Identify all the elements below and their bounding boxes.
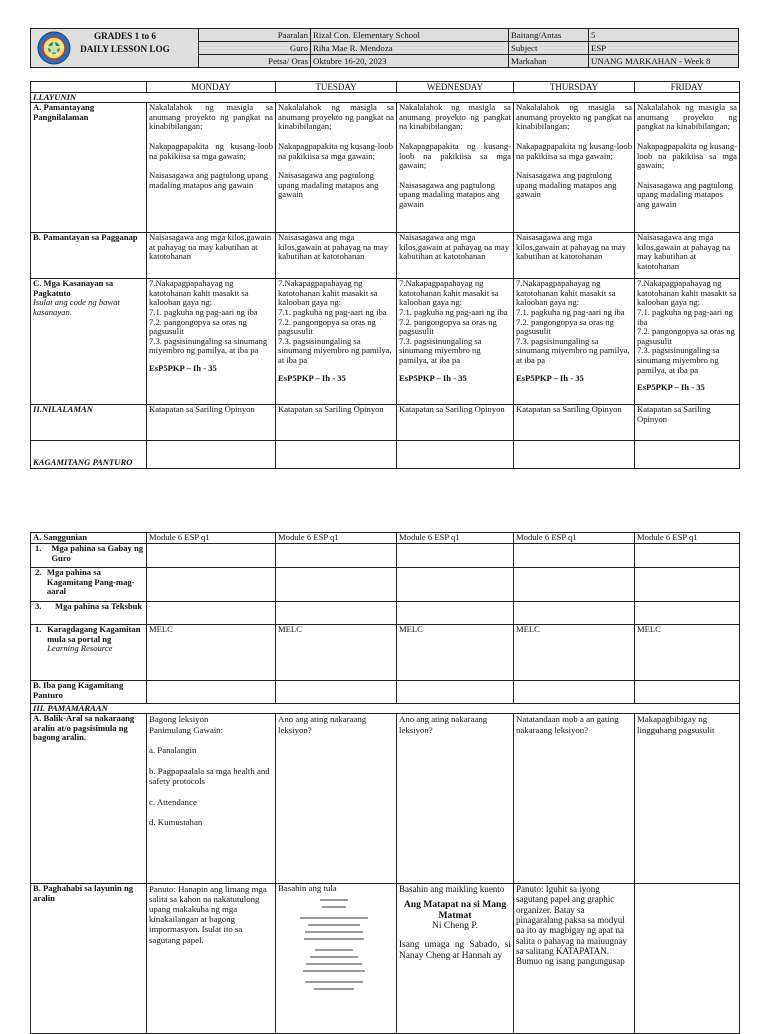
paghahabi-monday: Panuto: Hanapin ang limang mga salita sa kahon na nakatutulong upang makakuha ng mga kinakailangan at bagong impormasyon. Isulat ito sa sagutang papel. <box>147 884 276 1034</box>
c-fri-1: 7.1. pagkuha ng pag-aari ng iba <box>637 306 733 327</box>
a-tue-p2: Nakapagpapakita ng kusang-loob na pakikiisa sa mga gawain; <box>278 140 394 161</box>
c-thu-lead: 7.Nakapagpapahayag ng katotohanan kahit masakit sa kalooban gaya ng: <box>516 278 616 308</box>
cell-b-wednesday: Naisasagawa ang mga kilos,gawain at pahayag na may kabutihan at katotohanan <box>397 233 514 279</box>
a-fri-p2: Nakapagpapakita ng kusang-loob na pakikiisa sa mga gawain; <box>637 140 737 171</box>
row-label-teksbuk <box>31 602 147 625</box>
cell-c-tuesday <box>276 279 397 405</box>
sanggunian-monday: Module 6 ESP q1 <box>147 533 276 544</box>
r1-num: 1. <box>35 543 42 553</box>
cell-b-thursday: Naisasagawa ang mga kilos,gawain at pahayag na may kabutihan at katotohanan <box>514 233 635 279</box>
r4-italic: Learning Resource <box>47 643 113 654</box>
c-fri-lead: 7.Nakapagpapahayag ng katotohanan kahit masakit sa kalooban gaya ng: <box>637 278 737 308</box>
a-wed-p2: Nakapagpapakita ng kusang-loob na pakikiisa sa mga gawain; <box>399 140 511 171</box>
row-label-pamantayang-pangnilalaman: A. Pamantayang Pangnilalaman <box>31 103 147 233</box>
day-wednesday: WEDNESDAY <box>397 82 514 93</box>
balik-aral-wednesday: Ano ang ating nakaraang leksiyon? <box>397 714 514 884</box>
paghahabi-tuesday <box>276 884 397 1034</box>
objectives-table <box>30 81 740 469</box>
grades-label: GRADES 1 to 6 <box>93 31 157 41</box>
paghahabi-tue-text: Basahin ang tula <box>278 883 337 893</box>
subject-value: ESP <box>589 42 739 55</box>
day-tuesday: TUESDAY <box>276 82 397 93</box>
cell-c-wednesday <box>397 279 514 405</box>
quarter-label: Markahan <box>509 55 589 68</box>
quarter-value: UNANG MARKAHAN - Week 8 <box>589 55 739 68</box>
kagamitang-ma-monday <box>147 568 276 602</box>
row-label-kagamitang-panturo: KAGAMITANG PANTURO <box>31 441 147 469</box>
kagamitang-ma-friday <box>635 568 740 602</box>
day-header-row <box>31 82 740 93</box>
a-wed-p3: Naisasagawa ang pagtulong upang madaling matapos ang gawain <box>399 179 500 209</box>
paghahabi-wednesday <box>397 884 514 1034</box>
sanggunian-tuesday: Module 6 ESP q1 <box>276 533 397 544</box>
balik-aral-thursday: Natatandaan mob a an gating nakaraang leksiyon? <box>514 714 635 884</box>
teksbuk-monday <box>147 602 276 625</box>
story-body: Isang umaga ng Sabado, si Nanay Cheng at Hannah ay <box>399 939 511 961</box>
row-label-nilalaman: II.NILALAMAN <box>31 405 147 441</box>
karagdagang-friday: MELC <box>635 625 740 681</box>
date-label: Petsa/ Oras <box>199 55 311 68</box>
iba-friday <box>635 681 740 704</box>
teksbuk-friday <box>635 602 740 625</box>
cell-c-monday <box>147 279 276 405</box>
c-wed-code: EsP5PKP – Ih - 35 <box>399 372 467 383</box>
iba-tuesday <box>276 681 397 704</box>
header-title <box>65 30 185 56</box>
cell-kag-friday <box>635 441 740 469</box>
day-monday: MONDAY <box>147 82 276 93</box>
r3-label: Mga pahina sa Teksbuk <box>55 601 143 611</box>
cell-kag-thursday <box>514 441 635 469</box>
row-label-mga-kasanayan <box>31 279 147 405</box>
r1-label: Mga pahina sa Gabay ng Guro <box>51 543 144 563</box>
balik-aral-friday: Makapagbibigay ng lingguhang pagsusulit <box>635 714 740 884</box>
ba-mon-3: a. Panalangin <box>149 745 197 756</box>
cell-kag-wednesday <box>397 441 514 469</box>
c-thu-1: 7.1. pagkuha ng pag-aari ng iba <box>516 306 625 317</box>
kagamitang-ma-wednesday <box>397 568 514 602</box>
a-tue-p3: Naisasagawa ang pagtulong upang madaling matapos ang gawain <box>278 170 379 200</box>
sanggunian-wednesday: Module 6 ESP q1 <box>397 533 514 544</box>
teacher-label: Guro <box>199 42 311 55</box>
cell-kag-monday <box>147 441 276 469</box>
cell-nilalaman-friday: Katapatan sa Sariling Opinyon <box>635 405 740 441</box>
r3-num: 3. <box>35 601 42 611</box>
a-mon-p1: Nakalalahok ng masigla sa anumang proyekto ng pangkat na kinabibilangan; <box>149 102 273 132</box>
r4-label: Karagdagang Kagamitan mula sa portal ng <box>47 624 141 644</box>
c-mon-3: 7.3. pagsisinungaling sa sinumang miyembro ng pamilya, at iba pa <box>149 335 268 356</box>
teksbuk-thursday <box>514 602 635 625</box>
row-label-kagamitang-pang-mag-aaral <box>31 568 147 602</box>
procedure-table <box>30 532 740 1034</box>
cell-nilalaman-thursday: Katapatan sa Sariling Opinyon <box>514 405 635 441</box>
iba-wednesday <box>397 681 514 704</box>
gabay-friday <box>635 544 740 568</box>
c-wed-lead: 7.Nakapagpapahayag ng katotohanan kahit masakit sa kalooban gaya ng: <box>399 278 499 308</box>
c-mon-lead: 7.Nakapagpapahayag ng katotohanan kahit masakit sa kalooban gaya ng: <box>149 278 249 308</box>
story-author: Ni Cheng P. <box>431 920 479 932</box>
subject-label: Subject <box>509 42 589 55</box>
r4-num: 1. <box>35 624 42 634</box>
paghahabi-friday <box>635 884 740 1034</box>
a-mon-p3: Naisasagawa ang pagtulong upang madaling matapos ang gawain <box>149 170 269 190</box>
iba-thursday <box>514 681 635 704</box>
kagamitang-ma-thursday <box>514 568 635 602</box>
ba-mon-1: Bagong leksiyon <box>149 714 209 724</box>
c-thu-2: 7.2. pangongopya sa oras ng pagsusulit <box>516 316 614 337</box>
cell-c-friday <box>635 279 740 405</box>
ba-mon-6: d. Kumustahan <box>149 817 203 828</box>
cell-c-thursday <box>514 279 635 405</box>
c-tue-1: 7.1. pagkuha ng pag-aari ng iba <box>278 306 387 317</box>
row-label-sanggunian: A. Sanggunian <box>31 533 147 544</box>
row-label-karagdagang-kagamitan <box>31 625 147 681</box>
c-wed-1: 7.1. pagkuha ng pag-aari ng iba <box>399 306 508 317</box>
r2-label: Mga pahina sa Kagamitang Pang-mag-aaral <box>46 567 135 597</box>
a-thu-p2: Nakapagpapakita ng kusang-loob na pakikiisa sa mga gawain; <box>516 140 632 161</box>
a-thu-p1: Nakalalahok ng masigla sa anumang proyekto ng pangkat na kinabibilangan; <box>516 102 632 132</box>
a-fri-p1: Nakalalahok ng masigla sa anumang proyekto ng pangkat na kinabibilangan; <box>637 102 737 132</box>
school-label: Paaralan <box>199 29 311 42</box>
sanggunian-thursday: Module 6 ESP q1 <box>514 533 635 544</box>
balik-aral-tuesday: Ano ang ating nakaraang leksiyon? <box>276 714 397 884</box>
gabay-monday <box>147 544 276 568</box>
paghahabi-thursday: Panuto: Iguhit sa iyong sagutang papel ang graphic organizer. Batay sa pinagaralang paksa sa modyul na ito ay magbigay ng apat na salita o pahayag na maiuugnay sa salitang KATAPATAN. Bumuo ng isang pangungusap <box>514 884 635 1034</box>
cell-a-wednesday <box>397 103 514 233</box>
kasanayan-note: Isulat ang code ng bawat kasanayan. <box>33 297 120 317</box>
kasanayan-label: C. Mga Kasanayan sa Pagkatuto <box>33 278 114 298</box>
karagdagang-monday: MELC <box>147 625 276 681</box>
ba-mon-5: c. Attendance <box>149 796 197 807</box>
ba-mon-4: b. Pagpapaalala sa mga health and safety protocols <box>149 765 270 787</box>
karagdagang-tuesday: MELC <box>276 625 397 681</box>
c-tue-lead: 7.Nakapagpapahayag ng katotohanan kahit masakit sa kalooban gaya ng: <box>278 278 378 308</box>
a-fri-p3: Naisasagawa ang pagtulong upang madaling matapos ang gawain <box>637 179 733 209</box>
cell-a-monday <box>147 103 276 233</box>
gabay-thursday <box>514 544 635 568</box>
grade-label: Baitang/Antas <box>509 29 589 42</box>
c-mon-1: 7.1. pagkuha ng pag-aari ng iba <box>149 306 258 317</box>
cell-nilalaman-tuesday: Katapatan sa Sariling Opinyon <box>276 405 397 441</box>
day-friday: FRIDAY <box>635 82 740 93</box>
c-wed-2: 7.2. pangongopya sa oras ng pagsusulit <box>399 316 497 337</box>
daily-lesson-log-label: DAILY LESSON LOG <box>80 44 170 54</box>
a-mon-p2: Nakapagpapakita ng kusang-loob na pakikiisa sa mga gawain; <box>149 140 273 161</box>
c-tue-code: EsP5PKP – Ih - 35 <box>278 372 346 383</box>
poem-image <box>286 899 382 1029</box>
cell-nilalaman-monday: Katapatan sa Sariling Opinyon <box>147 405 276 441</box>
a-thu-p3: Naisasagawa ang pagtulong upang madaling matapos ang gawain <box>516 170 617 200</box>
c-fri-code: EsP5PKP – Ih - 35 <box>637 382 705 393</box>
ba-mon-2: Panimulang Gawain: <box>149 724 224 735</box>
grade-value: 5 <box>589 29 739 42</box>
cell-a-tuesday <box>276 103 397 233</box>
sanggunian-friday: Module 6 ESP q1 <box>635 533 740 544</box>
kagamitang-ma-tuesday <box>276 568 397 602</box>
cell-a-friday <box>635 103 740 233</box>
header-logo-cell <box>31 29 199 68</box>
cell-b-monday: Naisasagawa ang mga kilos,gawain at pahayag na may kabutihan at katotohanan <box>147 233 276 279</box>
teksbuk-wednesday <box>397 602 514 625</box>
c-tue-3: 7.3. pagsisinungaling sa sinumang miyembro ng pamilya, at iba pa <box>278 335 392 365</box>
a-wed-p1: Nakalalahok ng masigla sa anumang proyekto ng pangkat na kinabibilangan; <box>399 102 511 132</box>
c-mon-2: 7.2. pangongopya sa oras ng pagsusulit <box>149 316 247 337</box>
c-thu-code: EsP5PKP – Ih - 35 <box>516 372 584 383</box>
iba-monday <box>147 681 276 704</box>
cell-b-tuesday: Naisasagawa ang mga kilos,gawain at pahayag na may kabutihan at katotohanan <box>276 233 397 279</box>
c-tue-2: 7.2. pangongopya sa oras ng pagsusulit <box>278 316 376 337</box>
row-label-paghahabi: B. Paghahabi sa layunin ng aralin <box>31 884 147 1034</box>
c-fri-3: 7.3. pagsisinungaling sa sinumang miyembro ng pamilya, at iba pa <box>637 345 720 375</box>
section-pamamaraan: III. PAMAMARAAN <box>31 704 740 714</box>
cell-kag-tuesday <box>276 441 397 469</box>
section-layunin: I.LAYUNIN <box>31 93 740 103</box>
r2-num: 2. <box>35 567 42 577</box>
cell-a-thursday <box>514 103 635 233</box>
row-label-balik-aral: A. Balik-Aral sa nakaraang aralin at/o pagsisimula ng bagong aralin. <box>31 714 147 884</box>
row-label-pamantayan-sa-pagganap: B. Pamantayan sa Pagganap <box>31 233 147 279</box>
cell-nilalaman-wednesday: Katapatan sa Sariling Opinyon <box>397 405 514 441</box>
story-title: Ang Matapat na si Mang Matmat <box>403 899 507 921</box>
day-header-blank <box>31 82 147 93</box>
c-fri-2: 7.2. pangongopya sa oras ng pagsusulit <box>637 326 735 346</box>
date-value: Oktubre 16-20, 2023 <box>311 55 509 68</box>
c-wed-3: 7.3. pagsisinungaling sa sinumang miyembro ng pamilya, at iba pa <box>399 335 482 365</box>
paghahabi-wed-intro: Basahin ang maikling kuento <box>399 884 505 894</box>
teksbuk-tuesday <box>276 602 397 625</box>
gabay-tuesday <box>276 544 397 568</box>
school-value: Rizal Con. Elementary School <box>311 29 509 42</box>
a-tue-p1: Nakalalahok ng masigla sa anumang proyekto ng pangkat na kinabibilangan; <box>278 102 394 132</box>
karagdagang-thursday: MELC <box>514 625 635 681</box>
row-label-iba-pang-kagamitan: B. Iba pang Kagamitang Panturo <box>31 681 147 704</box>
day-thursday: THURSDAY <box>514 82 635 93</box>
c-thu-3: 7.3. pagsisinungaling sa sinumang miyembro ng pamilya, at iba pa <box>516 335 630 365</box>
karagdagang-wednesday: MELC <box>397 625 514 681</box>
header-table <box>30 28 739 68</box>
balik-aral-monday <box>147 714 276 884</box>
c-mon-code: EsP5PKP – Ih - 35 <box>149 363 217 373</box>
row-label-gabay-ng-guro <box>31 544 147 568</box>
cell-b-friday: Naisasagawa ang mga kilos,gawain at pahayag na may kabutihan at katotohanan <box>635 233 740 279</box>
teacher-value: Riha Mae R. Mendoza <box>311 42 509 55</box>
gabay-wednesday <box>397 544 514 568</box>
